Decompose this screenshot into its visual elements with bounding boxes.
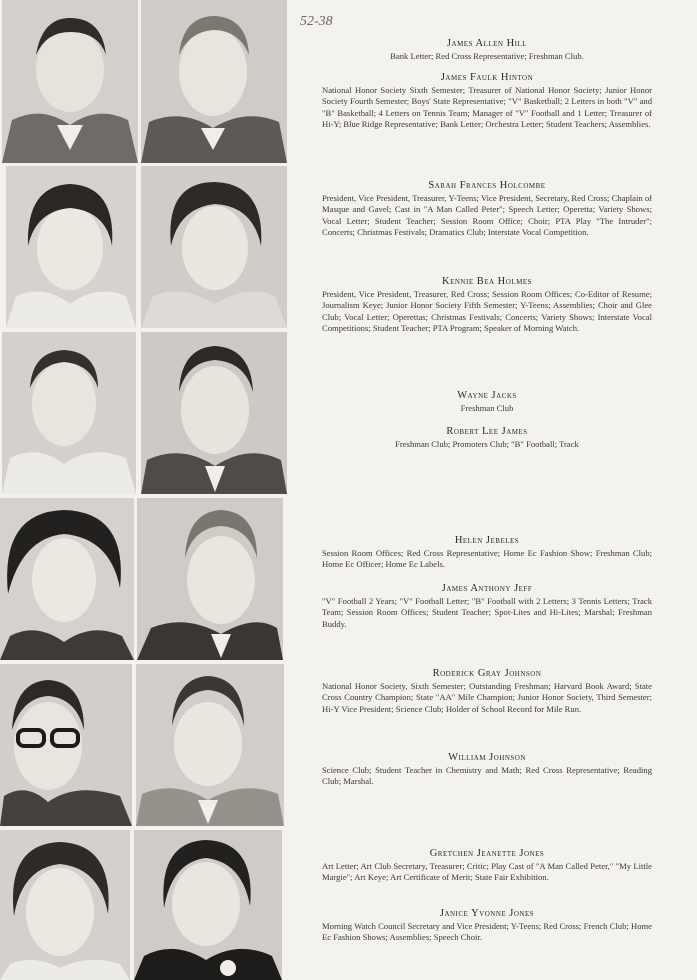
student-entry	[322, 276, 652, 335]
portrait-graphic	[141, 166, 287, 328]
student-activities: Science Club; Student Teacher in Chemistry and Math; Red Cross Representative; Reading Club; Marshal.	[322, 765, 652, 787]
student-entry	[322, 668, 652, 715]
portrait-graphic	[136, 664, 284, 826]
student-entry	[322, 583, 652, 630]
student-entry	[322, 72, 652, 131]
student-name: Kennie Bea Holmes	[442, 276, 532, 287]
student-entry	[322, 908, 652, 944]
student-name: Gretchen Jeanette Jones	[429, 848, 545, 859]
portrait-graphic	[141, 0, 287, 163]
student-activities: Bank Letter; Red Cross Representative; Freshman Club.	[390, 51, 584, 61]
student-entry	[322, 848, 652, 884]
student-entry	[322, 752, 652, 788]
portrait-graphic	[134, 830, 282, 980]
student-activities: National Honor Society Sixth Semester; Treasurer of National Honor Society; Junior Honor Society Fourth Semester; Boys' State Representative; "V" Basketball; 2 Letters in both "V" and "B" Basketball; 4 Letters on Tennis Team; Manager of "V" Football and 1 Letter; Treasurer of Hi-Y; Blue Ridge Representative; Bank Letter; Orchestra Letter; Student Teachers; Assemblies.	[322, 85, 652, 130]
student-activities: Morning Watch Council Secretary and Vice President; Y-Teens; Red Cross; French Club; Home Ec Fashion Shows; Assemblies; Speech Choir.	[322, 921, 652, 943]
student-entry	[322, 38, 652, 62]
student-activities: Art Letter; Art Club Secretary, Treasurer; Critic; Play Cast of "A Man Called Peter," "My Little Margie"; Art Keye; Art Certificate of Merit; State Fair Exhibition.	[322, 861, 652, 883]
portrait-graphic	[2, 332, 136, 494]
student-activities: National Honor Society, Sixth Semester; Outstanding Freshman; Harvard Book Award; State Cross Country Champion; State "AA" Mile Champion; Junior Honor Society, Third Semester; Hi-Y Vice President; Science Club; Holder of School Record for Mile Run.	[322, 681, 652, 714]
student-name: James Anthony Jeff	[441, 583, 533, 594]
portrait-graphic	[0, 830, 130, 980]
student-name: Janice Yvonne Jones	[439, 908, 535, 919]
student-name: Robert Lee James	[446, 426, 528, 437]
student-activities: Session Room Offices; Red Cross Representative; Home Ec Fashion Show; Freshman Club; Home Ec Officer; Home Ec Labels.	[322, 548, 652, 570]
portrait-photo-8	[137, 498, 283, 660]
student-activities: Freshman Club	[460, 403, 514, 413]
portrait-photo-12	[134, 830, 282, 980]
student-name: Helen Jebeles	[454, 535, 520, 546]
student-entry	[322, 390, 652, 414]
portrait-photo-2	[141, 0, 287, 163]
student-activities: "V" Football 2 Years; "V" Football Letter; "B" Football with 2 Letters; 3 Tennis Letters; Track Team; Session Room Offices; Student Teacher; Spot-Lites and Hi-Lites; Marshal; Freshman Buddy.	[322, 596, 652, 629]
portrait-photo-6	[141, 332, 287, 494]
student-entry	[322, 180, 652, 239]
portrait-graphic	[2, 0, 138, 163]
portrait-photo-11	[0, 830, 130, 980]
portrait-graphic	[137, 498, 283, 660]
student-activities: President, Vice President, Treasurer, Y-Teens; Vice President, Secretary, Red Cross; Chaplain of Masque and Gavel; Cast in "A Man Called Peter"; Speech Letter; Operetta; Variety Shows; Vocal Letter; Student Teacher; Session Room Office; Choir; PTA Play "The Intruder"; Concerts; Christmas Festivals; Dramatics Club; Interstate Vocal Competition.	[322, 193, 652, 238]
portrait-photo-7	[0, 498, 134, 660]
student-name: James Faulk Hinton	[440, 72, 534, 83]
page-number: 52-38	[300, 14, 333, 29]
portrait-graphic	[0, 498, 134, 660]
student-entry	[322, 535, 652, 571]
portrait-photo-9	[0, 664, 132, 826]
student-name: Roderick Gray Johnson	[432, 668, 542, 679]
student-name: James Allen Hill	[446, 38, 528, 49]
student-name: Wayne Jacks	[457, 390, 517, 401]
portrait-photo-4	[141, 166, 287, 328]
student-name: Sarah Frances Holcombe	[428, 180, 546, 191]
portrait-graphic	[0, 664, 132, 826]
portrait-graphic	[141, 332, 287, 494]
student-name: William Johnson	[448, 752, 526, 763]
portrait-photo-5	[2, 332, 136, 494]
student-entry	[322, 426, 652, 450]
portrait-graphic	[6, 166, 136, 328]
portrait-photo-1	[2, 0, 138, 163]
portrait-photo-10	[136, 664, 284, 826]
portrait-photo-3	[6, 166, 136, 328]
student-activities: President, Vice President, Treasurer, Red Cross; Session Room Offices; Co-Editor of Resume; Journalism Keye; Junior Honor Society Fifth Semester; Y-Teens; Assemblies; Choir and Glee Club; Vocal Letter; Operettas; Christmas Festivals; Concerts; Variety Shows; Interstate Vocal Competitions; Student Teacher; PTA Program; Speaker of Morning Watch.	[322, 289, 652, 334]
student-activities: Freshman Club; Promoters Club; "B" Football; Track	[395, 439, 579, 449]
